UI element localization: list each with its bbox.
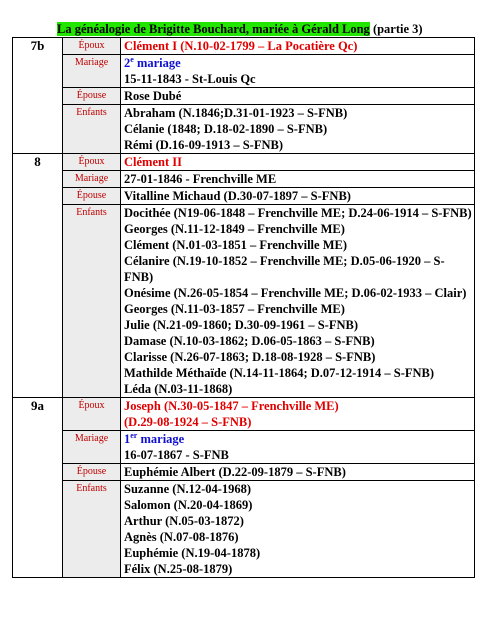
table-row <box>13 171 475 188</box>
child-line: Onésime (N.26-05-1854 – Frenchville ME; D.06-02-1933 – Clair) <box>124 286 467 300</box>
marriage-date-line: 15-11-1843 - St-Louis Qc <box>124 72 256 86</box>
table-row <box>13 188 475 205</box>
genealogy-table <box>12 37 475 578</box>
table-row <box>13 481 475 578</box>
child-line: Clément (N.01-03-1851 – Frenchville ME) <box>124 238 347 252</box>
row-label-enfants: Enfants <box>63 481 121 578</box>
title-highlighted: La généalogie de Brigitte Bouchard, mariée à Gérald Long <box>57 22 370 36</box>
child-line: Georges (N.11-03-1857 – Frenchville ME) <box>124 302 345 316</box>
epoux-line: Clément II <box>124 155 182 169</box>
row-label-epoux: Époux <box>63 154 121 171</box>
child-line: Abraham (N.1846;D.31-01-1923 – S-FNB) <box>124 106 348 120</box>
enfants-value <box>121 205 475 398</box>
title-suffix: (partie 3) <box>369 22 423 36</box>
epoux-line: Clément I (N.10-02-1799 – La Pocatière Qc) <box>124 39 358 53</box>
child-line: Euphémie (N.19-04-1878) <box>124 546 261 560</box>
row-label-epouse: Épouse <box>63 464 121 481</box>
child-line: Damase (N.10-03-1862; D.06-05-1863 – S-FNB) <box>124 334 375 348</box>
mariage-value <box>121 171 475 188</box>
child-line: Célanire (N.19-10-1852 – Frenchville ME; D.05-06-1920 – S-FNB) <box>124 254 445 284</box>
table-row <box>13 464 475 481</box>
child-line: Célanie (1848; D.18-02-1890 – S-FNB) <box>124 122 328 136</box>
row-label-epoux: Époux <box>63 398 121 431</box>
child-line: Suzanne (N.12-04-1968) <box>124 482 252 496</box>
generation-number: 8 <box>13 154 63 398</box>
marriage-word: mariage <box>133 56 181 70</box>
row-label-mariage: Mariage <box>63 55 121 88</box>
row-label-epouse: Épouse <box>63 188 121 205</box>
child-line: Mathilde Méthaïde (N.14-11-1864; D.07-12-1914 – S-FNB) <box>124 366 435 380</box>
row-label-mariage: Mariage <box>63 431 121 464</box>
epouse-line: Rose Dubé <box>124 89 182 103</box>
marriage-date-line: 27-01-1846 - Frenchville ME <box>124 172 277 186</box>
marriage-suffix: er <box>130 430 138 440</box>
child-line: Clarisse (N.26-07-1863; D.18-08-1928 – S-FNB) <box>124 350 376 364</box>
enfants-value <box>121 105 475 154</box>
child-line: Arthur (N.05-03-1872) <box>124 514 244 528</box>
table-row <box>13 88 475 105</box>
child-line: Salomon (N.20-04-1869) <box>124 498 253 512</box>
child-line: Léda (N.03-11-1868) <box>124 382 233 396</box>
epouse-value <box>121 88 475 105</box>
epouse-line: Euphémie Albert (D.22-09-1879 – S-FNB) <box>124 465 346 479</box>
table-row <box>13 55 475 88</box>
generation-number: 9a <box>13 398 63 578</box>
epoux-value <box>121 398 475 431</box>
child-line: Agnès (N.07-08-1876) <box>124 530 239 544</box>
marriage-date-line: 16-07-1867 - S-FNB <box>124 448 229 462</box>
table-row <box>13 398 475 431</box>
row-label-enfants: Enfants <box>63 105 121 154</box>
row-label-epoux: Époux <box>63 38 121 55</box>
table-row <box>13 38 475 55</box>
epouse-line: Vitalline Michaud (D.30-07-1897 – S-FNB) <box>124 189 351 203</box>
marriage-word: mariage <box>137 432 185 446</box>
table-row <box>13 205 475 398</box>
enfants-value <box>121 481 475 578</box>
child-line: Félix (N.25-08-1879) <box>124 562 233 576</box>
table-row <box>13 154 475 171</box>
child-line: Georges (N.11-12-1849 – Frenchville ME) <box>124 222 345 236</box>
epoux-value <box>121 38 475 55</box>
epouse-value <box>121 188 475 205</box>
table-row <box>13 431 475 464</box>
epoux-value <box>121 154 475 171</box>
epoux-line: (D.29-08-1924 – S-FNB) <box>124 415 252 429</box>
row-label-epouse: Épouse <box>63 88 121 105</box>
marriage-ordinal <box>124 55 471 71</box>
child-line: Docithée (N19-06-1848 – Frenchville ME; D.24-06-1914 – S-FNB) <box>124 206 472 220</box>
table-row <box>13 105 475 154</box>
row-label-mariage: Mariage <box>63 171 121 188</box>
mariage-value <box>121 431 475 464</box>
epoux-line: Joseph (N.30-05-1847 – Frenchville ME) <box>124 399 339 413</box>
marriage-number: 1 <box>124 432 131 446</box>
document-title <box>57 22 423 37</box>
mariage-value <box>121 55 475 88</box>
marriage-suffix: e <box>130 54 134 64</box>
epouse-value <box>121 464 475 481</box>
generation-number: 7b <box>13 38 63 154</box>
child-line: Julie (N.21-09-1860; D.30-09-1961 – S-FNB) <box>124 318 359 332</box>
row-label-enfants: Enfants <box>63 205 121 398</box>
marriage-ordinal <box>124 431 471 447</box>
marriage-number: 2 <box>124 56 131 70</box>
child-line: Rémi (D.16-09-1913 – S-FNB) <box>124 138 284 152</box>
